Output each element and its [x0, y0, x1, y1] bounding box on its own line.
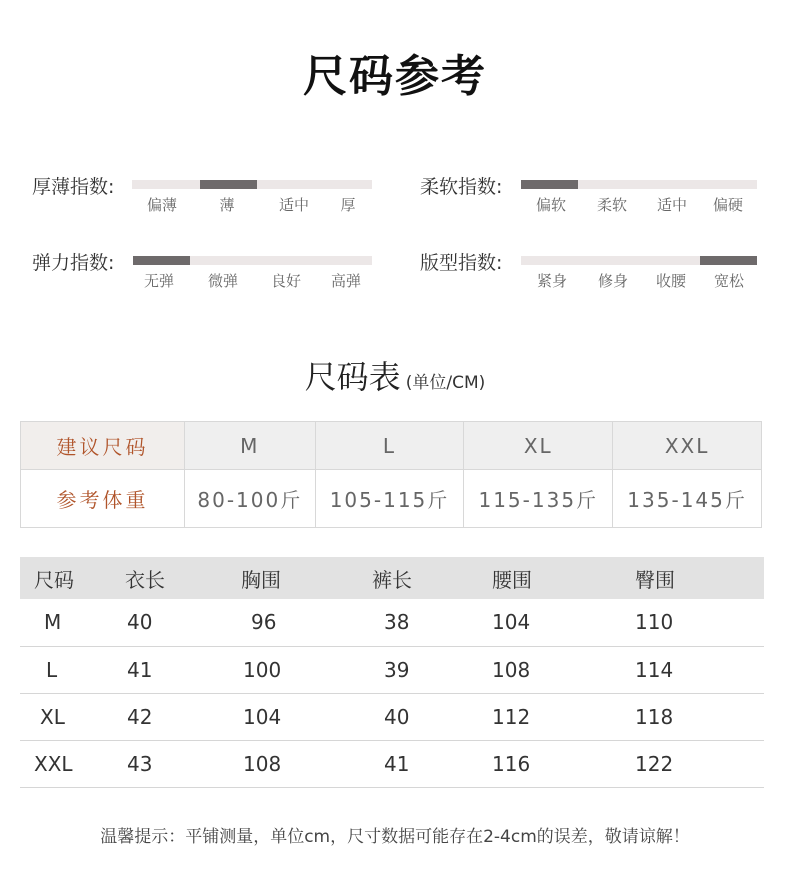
softness-index-bar	[521, 180, 757, 189]
elasticity-index-bar	[133, 256, 372, 265]
table-cell: 41	[372, 740, 492, 787]
table-cell: XXL	[20, 740, 125, 787]
column-header: 腰围	[492, 557, 635, 599]
softness-index-label: 柔软指数:	[420, 176, 503, 198]
table-cell: 100	[241, 646, 372, 693]
size-table-unit: (单位/CM)	[405, 373, 486, 393]
elasticity-tick: 微弹	[207, 272, 238, 290]
table-cell: 114	[635, 646, 764, 693]
reference-weight-cell: 135-145斤	[613, 470, 762, 528]
table-cell: 42	[125, 693, 241, 740]
table-cell: 40	[125, 599, 241, 646]
size-table-title: 尺码表	[304, 358, 401, 396]
reference-weight-cell: 80-100斤	[185, 470, 316, 528]
elasticity-tick: 良好	[270, 272, 301, 290]
table-cell: 112	[492, 693, 635, 740]
fit-index-bar	[521, 256, 757, 265]
fit-tick: 修身	[597, 272, 628, 290]
table-cell: 110	[635, 599, 764, 646]
table-row	[20, 599, 764, 646]
table-row	[20, 740, 764, 787]
reference-weight-label: 参考体重	[21, 470, 185, 528]
reference-weight-cell: 105-115斤	[315, 470, 464, 528]
column-header: 胸围	[241, 557, 372, 599]
softness-tick: 适中	[656, 196, 687, 214]
table-cell: 43	[125, 740, 241, 787]
fit-index-label: 版型指数:	[420, 252, 503, 274]
recommend-size-cell: M	[185, 422, 316, 470]
elasticity-tick: 无弹	[143, 272, 174, 290]
recommend-size-row	[21, 422, 762, 470]
table-cell: 40	[372, 693, 492, 740]
thickness-tick: 适中	[278, 196, 309, 214]
thickness-index-marker	[200, 180, 257, 189]
measurement-tip: 温馨提示：平铺测量，单位cm，尺寸数据可能存在2-4cm的误差，敬请谅解！	[100, 827, 690, 847]
table-cell: 39	[372, 646, 492, 693]
elasticity-tick: 高弹	[330, 272, 361, 290]
table-cell: 122	[635, 740, 764, 787]
softness-tick: 柔软	[596, 196, 627, 214]
recommend-size-cell: XL	[464, 422, 613, 470]
thickness-index-label: 厚薄指数:	[32, 176, 115, 198]
table-cell: 108	[241, 740, 372, 787]
fit-tick: 收腰	[655, 272, 686, 290]
fit-index-marker	[700, 256, 757, 265]
table-cell: 41	[125, 646, 241, 693]
elasticity-index	[32, 248, 392, 298]
column-header: 裤长	[372, 557, 492, 599]
fit-tick: 宽松	[713, 272, 744, 290]
table-cell: 108	[492, 646, 635, 693]
measurement-header-row	[20, 557, 764, 599]
table-cell: L	[20, 646, 125, 693]
table-cell: 116	[492, 740, 635, 787]
table-row	[20, 693, 764, 740]
column-header: 尺码	[20, 557, 125, 599]
softness-index-marker	[521, 180, 578, 189]
column-header: 衣长	[125, 557, 241, 599]
thickness-tick: 厚	[340, 196, 356, 214]
elasticity-index-label: 弹力指数:	[32, 252, 115, 274]
table-cell: XL	[20, 693, 125, 740]
fit-tick: 紧身	[536, 272, 567, 290]
thickness-index-bar	[132, 180, 372, 189]
column-header: 臀围	[635, 557, 764, 599]
reference-weight-cell: 115-135斤	[464, 470, 613, 528]
table-cell: 104	[492, 599, 635, 646]
recommend-size-cell: L	[315, 422, 464, 470]
table-cell: 96	[241, 599, 372, 646]
table-cell: 104	[241, 693, 372, 740]
softness-index	[420, 172, 780, 222]
table-cell: 118	[635, 693, 764, 740]
table-cell: 38	[372, 599, 492, 646]
table-cell: M	[20, 599, 125, 646]
elasticity-index-marker	[133, 256, 190, 265]
table-row	[20, 646, 764, 693]
softness-tick: 偏硬	[712, 196, 743, 214]
reference-weight-row	[21, 470, 762, 528]
measurement-table	[20, 557, 764, 788]
thickness-tick: 偏薄	[146, 196, 177, 214]
thickness-index	[32, 172, 392, 222]
softness-tick: 偏软	[535, 196, 566, 214]
size-table-heading	[0, 352, 790, 398]
recommend-size-cell: XXL	[613, 422, 762, 470]
page-title: 尺码参考	[303, 51, 487, 102]
fit-index	[420, 248, 780, 298]
thickness-tick: 薄	[219, 196, 235, 214]
recommend-size-label: 建议尺码	[21, 422, 185, 470]
size-recommendation-table	[20, 421, 762, 528]
